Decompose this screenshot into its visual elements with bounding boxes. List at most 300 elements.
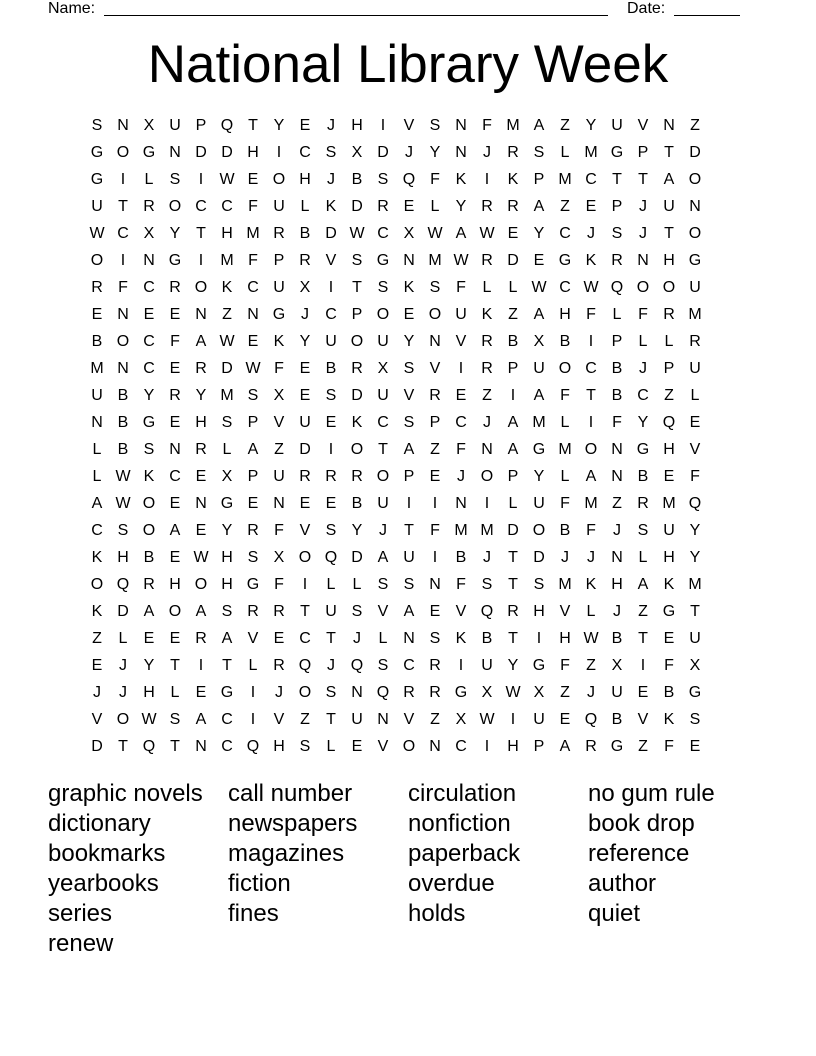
grid-letter: C [585, 360, 597, 377]
grid-letter: O [90, 252, 104, 269]
grid-letter: B [299, 225, 311, 242]
grid-letter: G [688, 252, 702, 269]
grid-letter: A [637, 576, 649, 593]
grid-row [84, 301, 734, 328]
grid-letter: C [91, 522, 103, 539]
grid-letter: E [91, 657, 103, 674]
grid-row [84, 112, 734, 139]
grid-letter: C [143, 279, 155, 296]
grid-letter: P [429, 414, 441, 431]
grid-letter: V [247, 630, 259, 647]
grid-letter: C [117, 225, 129, 242]
grid-letter: I [484, 738, 490, 755]
grid-letter: L [664, 333, 674, 350]
grid-letter: S [637, 522, 649, 539]
grid-letter: E [299, 387, 311, 404]
grid-letter: P [273, 252, 285, 269]
word-bank-item: no gum rule [588, 780, 715, 807]
grid-letter: H [351, 117, 363, 134]
grid-letter: B [637, 468, 649, 485]
grid-letter: S [91, 117, 103, 134]
grid-letter: B [91, 333, 103, 350]
grid-letter: V [455, 333, 467, 350]
grid-letter: T [508, 630, 518, 647]
word-bank-item: author [588, 870, 657, 897]
grid-letter: J [379, 522, 387, 539]
grid-letter: K [221, 279, 233, 296]
grid-letter: L [326, 576, 336, 593]
word-bank-item: reference [588, 840, 690, 867]
grid-letter: P [247, 414, 259, 431]
grid-letter: U [377, 333, 389, 350]
grid-letter: S [377, 279, 389, 296]
grid-letter: S [351, 252, 363, 269]
grid-letter: M [246, 225, 260, 242]
grid-letter: I [588, 414, 594, 431]
grid-letter: R [143, 576, 155, 593]
grid-letter: E [585, 198, 597, 215]
grid-letter: X [221, 468, 233, 485]
grid-letter: N [455, 117, 467, 134]
grid-letter: I [276, 144, 282, 161]
grid-letter: Q [688, 495, 702, 512]
grid-letter: V [403, 117, 415, 134]
grid-letter: L [300, 198, 310, 215]
grid-letter: U [299, 414, 311, 431]
grid-letter: F [586, 522, 596, 539]
grid-letter: P [195, 117, 207, 134]
grid-letter: I [380, 117, 386, 134]
grid-letter: N [195, 495, 207, 512]
grid-letter: F [430, 522, 440, 539]
word-bank-item: fines [228, 900, 279, 927]
grid-letter: Z [274, 441, 284, 458]
grid-letter: A [195, 333, 207, 350]
grid-letter: G [246, 576, 260, 593]
grid-letter: A [221, 630, 233, 647]
grid-letter: F [248, 198, 258, 215]
grid-letter: A [507, 414, 519, 431]
grid-letter: U [455, 306, 467, 323]
grid-row [84, 220, 734, 247]
grid-letter: E [247, 333, 259, 350]
grid-letter: H [273, 738, 285, 755]
letter-grid [84, 112, 734, 760]
grid-letter: D [377, 144, 389, 161]
grid-letter: O [402, 738, 416, 755]
grid-letter: Q [220, 117, 234, 134]
grid-letter: J [119, 657, 127, 674]
grid-letter: R [169, 279, 181, 296]
grid-letter: N [273, 495, 285, 512]
grid-letter: I [302, 576, 308, 593]
grid-letter: J [275, 684, 283, 701]
grid-letter: Y [689, 549, 701, 566]
grid-letter: L [690, 387, 700, 404]
grid-letter: N [117, 360, 129, 377]
grid-row [84, 355, 734, 382]
grid-row [84, 517, 734, 544]
grid-row [84, 382, 734, 409]
grid-row [84, 652, 734, 679]
grid-letter: L [612, 306, 622, 323]
grid-letter: U [325, 603, 337, 620]
grid-letter: T [664, 144, 674, 161]
grid-letter: H [221, 576, 233, 593]
grid-letter: L [586, 603, 596, 620]
grid-letter: O [350, 333, 364, 350]
grid-letter: T [638, 171, 648, 188]
grid-letter: I [536, 630, 542, 647]
grid-letter: X [299, 279, 311, 296]
grid-letter: E [663, 630, 675, 647]
grid-letter: R [611, 252, 623, 269]
grid-letter: F [274, 576, 284, 593]
grid-letter: N [169, 144, 181, 161]
grid-letter: W [115, 468, 131, 485]
grid-letter: E [663, 468, 675, 485]
grid-letter: X [403, 225, 415, 242]
grid-letter: Z [300, 711, 310, 728]
grid-letter: J [639, 198, 647, 215]
grid-letter: C [247, 279, 259, 296]
grid-letter: A [533, 306, 545, 323]
grid-letter: S [403, 576, 415, 593]
grid-letter: H [169, 576, 181, 593]
word-bank-item: book drop [588, 810, 695, 837]
grid-letter: O [428, 306, 442, 323]
grid-letter: F [586, 306, 596, 323]
grid-letter: E [143, 630, 155, 647]
grid-letter: W [505, 684, 521, 701]
grid-letter: F [248, 252, 258, 269]
grid-letter: B [559, 522, 571, 539]
grid-letter: R [195, 630, 207, 647]
grid-letter: S [247, 387, 259, 404]
grid-letter: X [273, 387, 285, 404]
grid-letter: W [583, 279, 599, 296]
grid-letter: C [377, 414, 389, 431]
grid-letter: S [377, 657, 389, 674]
grid-letter: L [352, 576, 362, 593]
grid-letter: Z [638, 738, 648, 755]
grid-row [84, 436, 734, 463]
grid-letter: M [90, 360, 104, 377]
grid-letter: Z [430, 441, 440, 458]
word-bank-item: bookmarks [48, 840, 166, 867]
grid-letter: B [117, 387, 129, 404]
grid-letter: I [458, 657, 464, 674]
grid-letter: L [482, 279, 492, 296]
grid-letter: K [585, 576, 597, 593]
grid-letter: P [637, 144, 649, 161]
grid-letter: O [480, 468, 494, 485]
grid-letter: B [559, 333, 571, 350]
grid-letter: A [533, 387, 545, 404]
grid-letter: J [93, 684, 101, 701]
grid-letter: X [143, 225, 155, 242]
grid-letter: P [533, 738, 545, 755]
grid-letter: U [325, 333, 337, 350]
grid-letter: Q [116, 576, 130, 593]
grid-letter: V [377, 738, 389, 755]
grid-row [84, 193, 734, 220]
grid-letter: E [507, 225, 519, 242]
grid-letter: S [325, 522, 337, 539]
grid-letter: K [481, 306, 493, 323]
grid-letter: T [222, 657, 232, 674]
grid-letter: R [247, 603, 259, 620]
grid-letter: V [455, 603, 467, 620]
grid-letter: N [143, 252, 155, 269]
grid-letter: T [118, 738, 128, 755]
grid-letter: Z [508, 306, 518, 323]
grid-letter: N [455, 495, 467, 512]
grid-letter: I [120, 252, 126, 269]
grid-letter: I [640, 657, 646, 674]
grid-letter: A [663, 171, 675, 188]
grid-letter: G [90, 171, 104, 188]
header-line [0, 0, 816, 22]
grid-letter: B [481, 630, 493, 647]
grid-letter: F [118, 279, 128, 296]
grid-letter: B [611, 360, 623, 377]
grid-letter: X [689, 657, 701, 674]
grid-letter: R [299, 252, 311, 269]
grid-letter: F [274, 360, 284, 377]
word-bank-item: renew [48, 930, 114, 957]
grid-letter: Z [612, 495, 622, 512]
grid-letter: J [561, 549, 569, 566]
grid-letter: G [662, 603, 676, 620]
grid-letter: S [533, 576, 545, 593]
grid-letter: B [351, 171, 363, 188]
grid-letter: Q [662, 414, 676, 431]
grid-letter: J [483, 144, 491, 161]
grid-letter: I [198, 252, 204, 269]
grid-letter: E [169, 495, 181, 512]
grid-letter: C [221, 198, 233, 215]
grid-letter: K [143, 468, 155, 485]
grid-letter: F [560, 387, 570, 404]
grid-letter: J [587, 684, 595, 701]
grid-letter: F [612, 414, 622, 431]
grid-letter: M [558, 576, 572, 593]
grid-letter: A [143, 603, 155, 620]
grid-letter: X [377, 360, 389, 377]
grid-letter: E [169, 306, 181, 323]
grid-letter: P [611, 333, 623, 350]
grid-letter: R [91, 279, 103, 296]
grid-letter: T [196, 225, 206, 242]
grid-letter: E [533, 252, 545, 269]
grid-letter: G [220, 495, 234, 512]
word-bank-item: nonfiction [408, 810, 511, 837]
grid-letter: P [351, 306, 363, 323]
grid-letter: M [558, 171, 572, 188]
grid-letter: D [325, 225, 337, 242]
grid-letter: K [585, 252, 597, 269]
grid-letter: I [588, 333, 594, 350]
grid-letter: E [169, 549, 181, 566]
grid-letter: D [689, 144, 701, 161]
grid-letter: V [689, 441, 701, 458]
grid-letter: M [428, 252, 442, 269]
grid-letter: X [611, 657, 623, 674]
grid-letter: L [638, 549, 648, 566]
grid-letter: I [198, 657, 204, 674]
grid-letter: V [273, 711, 285, 728]
grid-letter: N [403, 252, 415, 269]
grid-row [84, 409, 734, 436]
grid-letter: C [221, 711, 233, 728]
grid-letter: F [664, 657, 674, 674]
grid-letter: J [613, 603, 621, 620]
grid-letter: B [351, 495, 363, 512]
grid-letter: J [483, 549, 491, 566]
grid-letter: O [116, 711, 130, 728]
grid-letter: D [91, 738, 103, 755]
grid-letter: L [92, 441, 102, 458]
grid-letter: Y [429, 144, 441, 161]
grid-letter: S [429, 630, 441, 647]
grid-letter: D [195, 144, 207, 161]
grid-letter: W [453, 252, 469, 269]
grid-letter: Z [430, 711, 440, 728]
grid-letter: W [349, 225, 365, 242]
word-bank-item: newspapers [228, 810, 358, 837]
grid-letter: N [611, 549, 623, 566]
grid-letter: T [638, 630, 648, 647]
grid-letter: R [299, 468, 311, 485]
grid-letter: Q [298, 657, 312, 674]
grid-letter: B [455, 549, 467, 566]
grid-letter: X [273, 549, 285, 566]
grid-letter: N [455, 144, 467, 161]
grid-letter: L [92, 468, 102, 485]
grid-letter: Z [482, 387, 492, 404]
grid-letter: W [193, 549, 209, 566]
grid-letter: O [350, 441, 364, 458]
grid-letter: R [481, 333, 493, 350]
grid-letter: Y [533, 468, 545, 485]
grid-letter: G [636, 441, 650, 458]
grid-letter: A [403, 603, 415, 620]
grid-letter: Z [560, 198, 570, 215]
grid-letter: L [118, 630, 128, 647]
grid-letter: N [611, 441, 623, 458]
grid-letter: I [198, 171, 204, 188]
grid-letter: A [585, 468, 597, 485]
grid-letter: G [142, 144, 156, 161]
grid-letter: B [611, 387, 623, 404]
grid-letter: F [638, 306, 648, 323]
grid-letter: W [479, 225, 495, 242]
grid-letter: K [663, 576, 675, 593]
grid-row [84, 598, 734, 625]
grid-letter: M [688, 306, 702, 323]
grid-letter: G [272, 306, 286, 323]
grid-letter: I [250, 711, 256, 728]
grid-letter: P [403, 468, 415, 485]
grid-letter: G [142, 414, 156, 431]
grid-letter: D [507, 522, 519, 539]
word-bank-item: dictionary [48, 810, 151, 837]
grid-letter: L [560, 468, 570, 485]
grid-letter: G [532, 441, 546, 458]
grid-letter: F [456, 576, 466, 593]
word-bank-item: call number [228, 780, 353, 807]
grid-letter: J [457, 468, 465, 485]
grid-letter: M [220, 252, 234, 269]
grid-letter: I [120, 171, 126, 188]
grid-letter: T [300, 603, 310, 620]
grid-letter: R [637, 495, 649, 512]
grid-letter: W [479, 711, 495, 728]
grid-letter: O [168, 198, 182, 215]
grid-letter: R [273, 603, 285, 620]
grid-row [84, 490, 734, 517]
grid-letter: X [533, 333, 545, 350]
grid-letter: N [247, 306, 259, 323]
grid-letter: L [222, 441, 232, 458]
grid-letter: U [663, 198, 675, 215]
grid-letter: A [533, 198, 545, 215]
grid-letter: W [427, 225, 443, 242]
word-bank [48, 779, 788, 959]
grid-letter: J [405, 144, 413, 161]
grid-letter: N [117, 117, 129, 134]
grid-letter: H [299, 171, 311, 188]
grid-letter: H [611, 576, 623, 593]
grid-letter: R [429, 684, 441, 701]
grid-letter: O [688, 225, 702, 242]
grid-row [84, 571, 734, 598]
grid-letter: E [455, 387, 467, 404]
grid-letter: G [376, 252, 390, 269]
grid-letter: L [378, 630, 388, 647]
grid-letter: E [169, 630, 181, 647]
grid-letter: E [195, 522, 207, 539]
grid-letter: F [170, 333, 180, 350]
grid-letter: T [170, 657, 180, 674]
grid-letter: J [587, 225, 595, 242]
grid-letter: A [455, 225, 467, 242]
grid-letter: Y [455, 198, 467, 215]
grid-letter: Y [507, 657, 519, 674]
grid-letter: R [585, 738, 597, 755]
grid-letter: M [532, 414, 546, 431]
grid-letter: J [119, 684, 127, 701]
grid-letter: O [168, 603, 182, 620]
grid-letter: L [144, 171, 154, 188]
grid-letter: Z [586, 657, 596, 674]
grid-letter: P [611, 198, 623, 215]
grid-letter: U [689, 279, 701, 296]
grid-letter: J [353, 630, 361, 647]
grid-letter: T [326, 711, 336, 728]
grid-letter: C [377, 225, 389, 242]
grid-letter: G [454, 684, 468, 701]
grid-letter: U [91, 198, 103, 215]
grid-letter: R [689, 333, 701, 350]
grid-letter: D [351, 549, 363, 566]
grid-letter: C [325, 306, 337, 323]
grid-letter: Q [376, 684, 390, 701]
grid-letter: Z [560, 117, 570, 134]
grid-letter: X [481, 684, 493, 701]
grid-letter: C [195, 198, 207, 215]
